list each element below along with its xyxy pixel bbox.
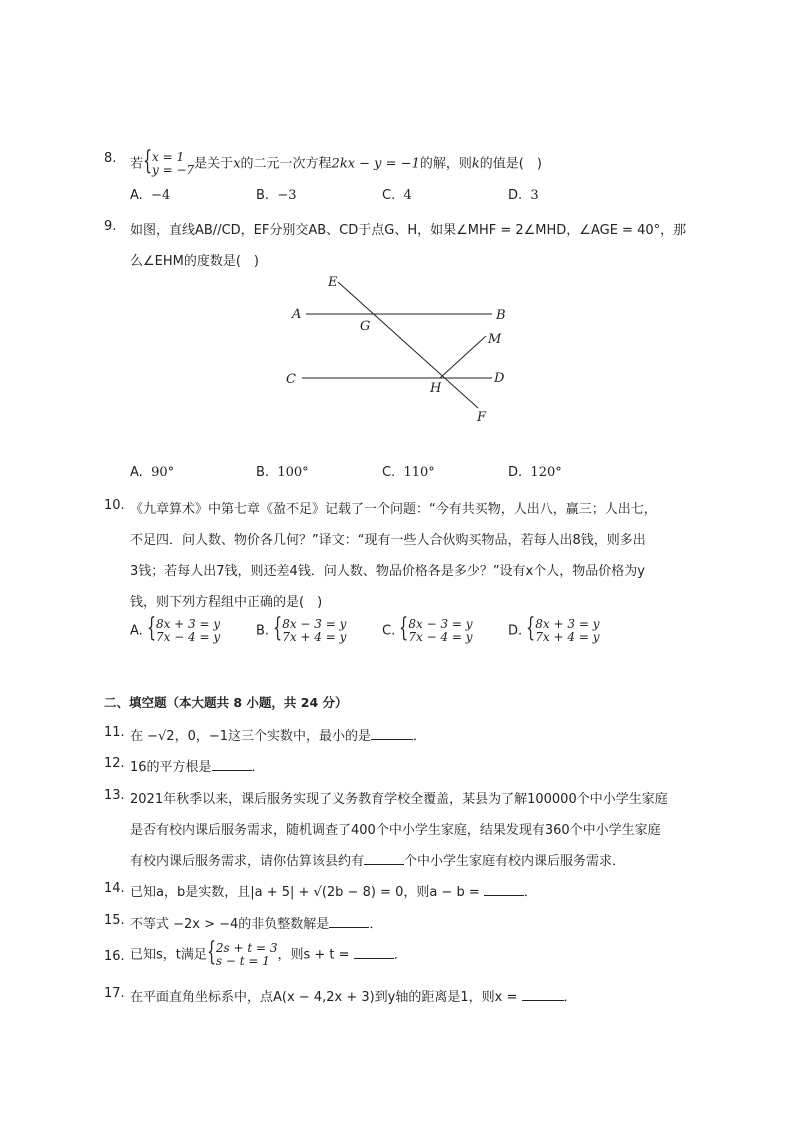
question-10-line-1: 《九章算术》中第七章《盈不足》记载了一个问题：“今有共买物，人出八，赢三；人出七， [130,502,657,517]
ray-hm [440,336,486,378]
option-d[interactable]: D. 3 [508,188,539,203]
label-h: H [430,381,442,396]
question-number: 15. [104,913,125,928]
option-d[interactable]: D. { 8x + 3 = y 7x + 4 = y [508,613,600,644]
question-number: 8. [104,151,117,166]
answer-blank[interactable] [212,759,252,771]
question-10-line-3: 3钱；若每人出7钱，则还差4钱．问人数、物品价格各是多少？”设有x个人，物品价格为y [130,564,645,579]
answer-blank[interactable] [329,916,369,928]
answer-blank[interactable] [484,884,524,896]
answer-blank[interactable] [522,989,564,1001]
question-number: 11. [104,725,125,740]
option-b[interactable]: B. { 8x − 3 = y 7x + 4 = y [256,613,347,644]
option-d[interactable]: D. 120° [508,465,562,480]
answer-blank[interactable] [371,728,413,740]
question-number: 12. [104,756,125,771]
question-13-line-2: 是否有校内课后服务需求，随机调查了400个中小学生家庭，结果发现有360个中小学生家庭 [130,823,661,838]
option-a[interactable]: A. −4 [130,188,171,203]
question-10-line-2: 不足四．问人数、物价各几何？”译文：“现有一些人合伙购买物品，若每人出8钱，则多出 [130,533,646,548]
equation-system: { 2s + t = 3 s − t = 1 [206,937,278,968]
option-c[interactable]: C. 4 [382,188,412,203]
label-b: B [496,308,506,323]
answer-blank[interactable] [364,853,404,865]
option-b[interactable]: B. −3 [256,188,297,203]
option-c[interactable]: C. 110° [382,465,435,480]
label-m: M [488,332,502,347]
answer-blank[interactable] [354,947,394,959]
line-ef [338,282,478,408]
question-8-stem: 若 { x = 1 y = −7 是关于x的二元一次方程2kx − y = −1的解，则k的值是( ) [130,146,542,177]
label-e: E [328,275,338,290]
question-13-line-1: 2021年秋季以来，课后服务实现了义务教育学校全覆盖，某县为了解100000个中小学生家庭 [130,792,668,807]
option-a[interactable]: A. 90° [130,465,175,480]
option-a[interactable]: A. { 8x + 3 = y 7x − 4 = y [130,613,221,644]
question-number: 9. [104,219,117,234]
label-d: D [494,371,505,386]
option-c[interactable]: C. { 8x − 3 = y 7x − 4 = y [382,613,473,644]
label-a: A [292,307,302,322]
label-f: F [477,410,487,425]
question-9-line-1: 如图，直线AB//CD，EF分别交AB、CD于点G、H，如果∠MHF = 2∠MHD，∠AGE = 40°，那 [130,223,687,238]
question-number: 10. [104,498,125,513]
question-number: 13. [104,788,125,803]
geometry-figure [280,268,520,428]
question-number: 16. [104,949,125,964]
label-g: G [360,319,371,334]
question-number: 17. [104,986,125,1001]
question-10-line-4: 钱，则下列方程组中正确的是( ) [130,595,323,610]
question-9-line-2: 么∠EHM的度数是( ) [130,254,260,269]
equation-system: { x = 1 y = −7 [143,146,195,177]
section-title: 二、填空题（本大题共 8 小题，共 24 分） [104,695,348,710]
option-b[interactable]: B. 100° [256,465,309,480]
label-c: C [286,372,296,387]
question-number: 14. [104,881,125,896]
